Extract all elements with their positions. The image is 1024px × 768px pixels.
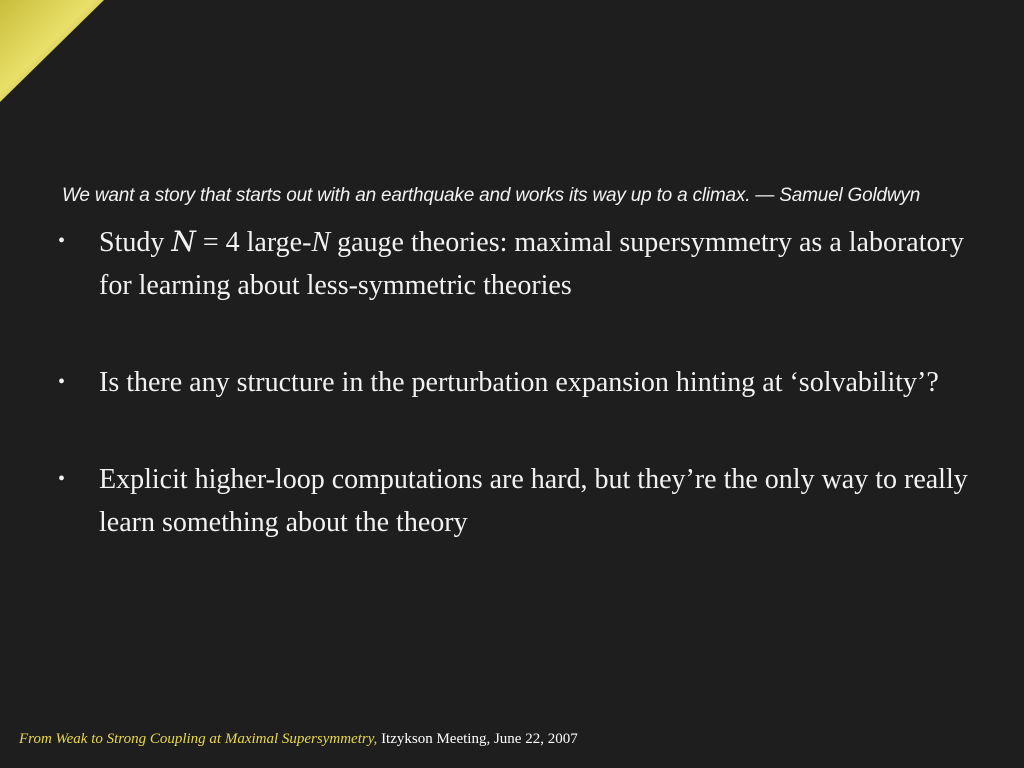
footer-talk-title: From Weak to Strong Coupling at Maximal Supersymmetry,: [19, 731, 378, 747]
quote-text: We want a story that starts out with an earthquake and works its way up to a climax. — Samuel Goldwyn: [62, 185, 921, 206]
math-symbol-n: N: [171, 225, 196, 258]
bullet-list: [58, 220, 978, 544]
bullet-item-1: [58, 220, 978, 307]
bullet-text: Explicit higher-loop computations are hard, but they’re the only way to really learn something about the theory: [99, 464, 968, 538]
bullet-marker: •: [58, 371, 66, 393]
bullet-item-3: [58, 458, 978, 544]
bullet-item-2: [58, 361, 978, 404]
footer: [19, 731, 578, 748]
corner-accent-triangle: [0, 0, 104, 102]
footer-meeting-info: Itzykson Meeting, June 22, 2007: [377, 731, 578, 747]
bullet-marker: •: [58, 230, 66, 252]
bullet-text-suffix: gauge theories: maximal supersymmetry as a laboratory for learning about less-symmetric theories: [99, 227, 964, 301]
bullet-text-middle: = 4 large-: [195, 227, 312, 258]
bullet-text: Is there any structure in the perturbation expansion hinting at ‘solvability’?: [99, 367, 939, 398]
bullet-marker: •: [58, 468, 66, 490]
bullet-text-prefix: Study: [99, 227, 172, 258]
math-variable-n: N: [311, 227, 331, 258]
